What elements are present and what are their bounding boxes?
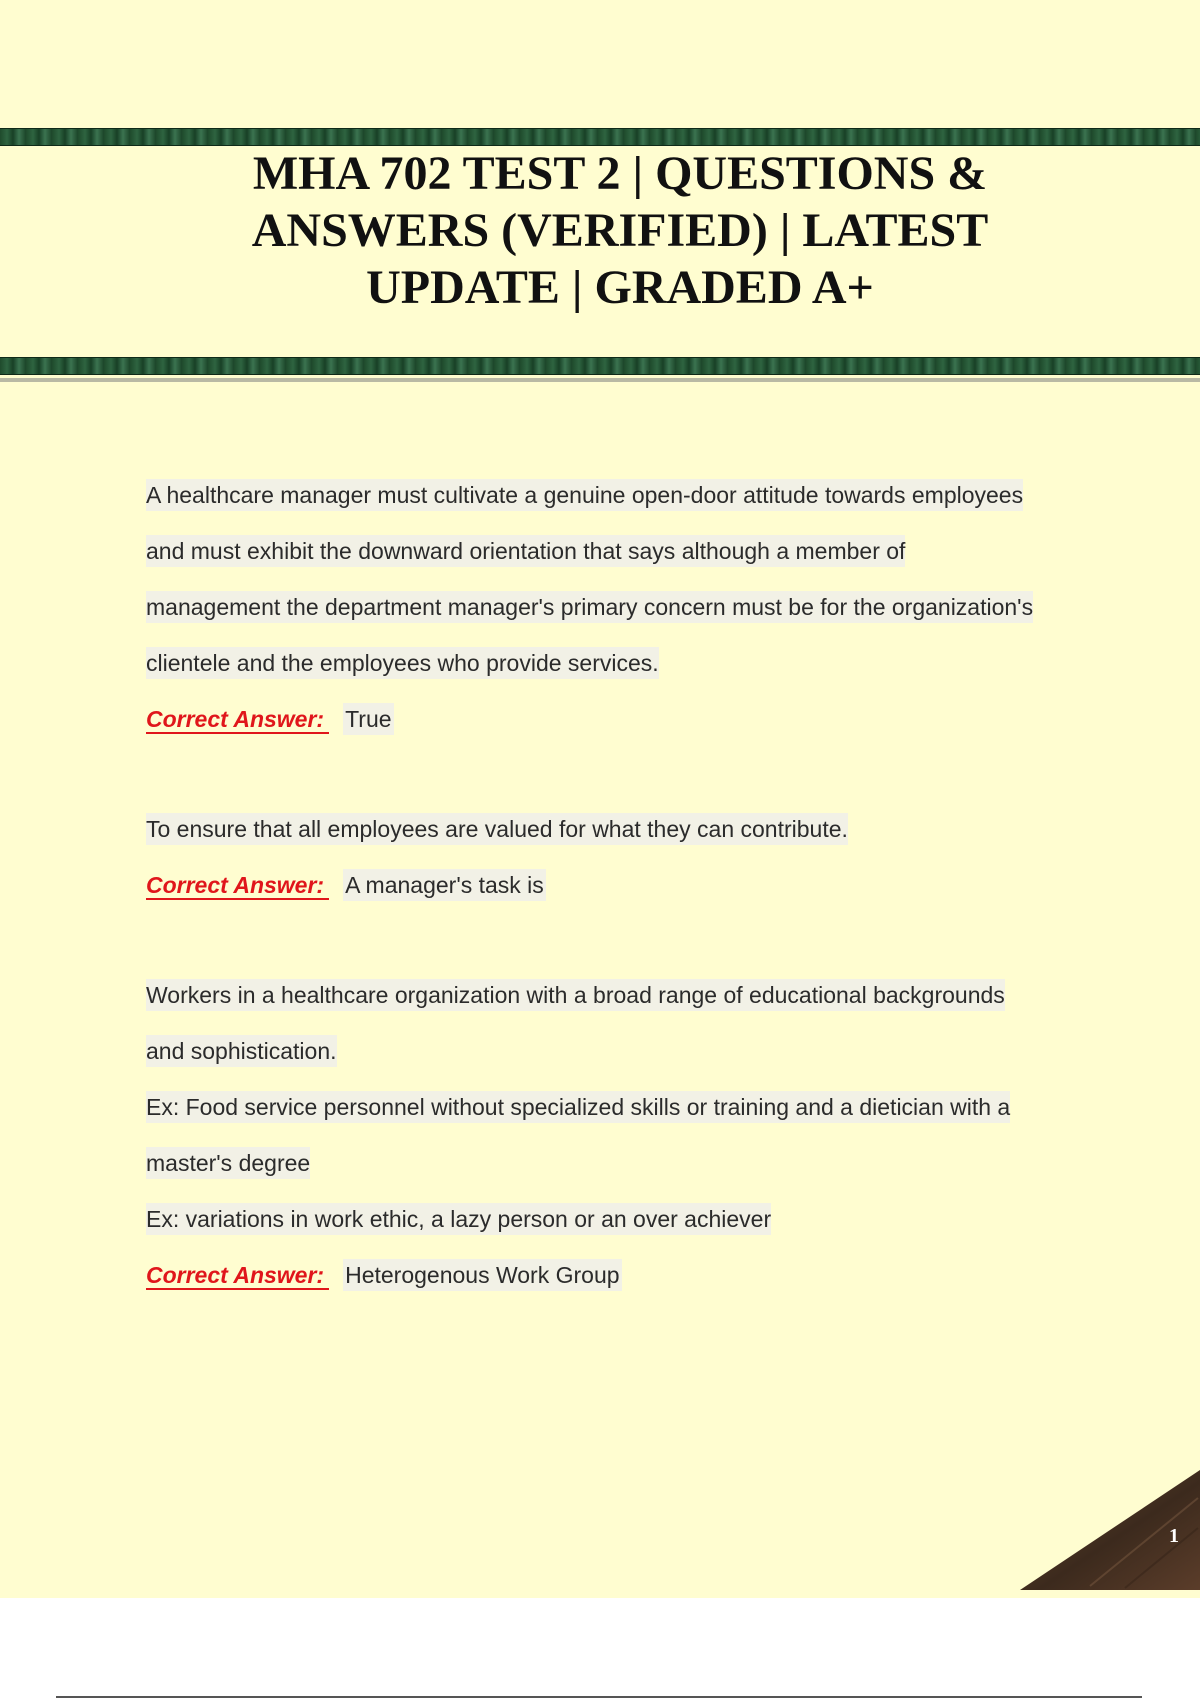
question-line: A healthcare manager must cultivate a genuine open-door attitude towards employees: [146, 473, 1096, 529]
correct-answer-label: Correct Answer:: [146, 706, 329, 734]
question-line: and sophistication.: [146, 1029, 1096, 1085]
question-line: Ex: variations in work ethic, a lazy person or an over achiever: [146, 1197, 1096, 1253]
question-block-1: [146, 473, 1096, 753]
decorative-rule: [0, 378, 1200, 382]
question-line: master's degree: [146, 1141, 1096, 1197]
answer-line: [146, 697, 1096, 753]
answer-text: True: [343, 703, 393, 735]
answer-line: [146, 863, 1096, 919]
footer-rule: [56, 1696, 1142, 1698]
question-line: To ensure that all employees are valued for what they can contribute.: [146, 807, 1096, 863]
answer-line: [146, 1253, 1096, 1309]
page-number: 1: [1169, 1525, 1179, 1547]
decorative-band-bottom: [0, 357, 1200, 375]
question-line: clientele and the employees who provide services.: [146, 641, 1096, 697]
question-block-3: [146, 973, 1096, 1309]
document-title: MHA 702 TEST 2 | QUESTIONS & ANSWERS (VERIFIED) | LATEST UPDATE | GRADED A+: [251, 147, 989, 314]
question-line: and must exhibit the downward orientation that says although a member of: [146, 529, 1096, 585]
decorative-band-top: [0, 128, 1200, 146]
qa-content: [146, 473, 1096, 1363]
question-line: Workers in a healthcare organization with a broad range of educational backgrounds: [146, 973, 1096, 1029]
correct-answer-label: Correct Answer:: [146, 1262, 329, 1290]
question-line: Ex: Food service personnel without specialized skills or training and a dietician with a: [146, 1085, 1096, 1141]
question-block-2: [146, 807, 1096, 919]
answer-text: Heterogenous Work Group: [343, 1259, 621, 1291]
correct-answer-label: Correct Answer:: [146, 872, 329, 900]
question-line: management the department manager's primary concern must be for the organization's: [146, 585, 1096, 641]
answer-text: A manager's task is: [343, 869, 546, 901]
